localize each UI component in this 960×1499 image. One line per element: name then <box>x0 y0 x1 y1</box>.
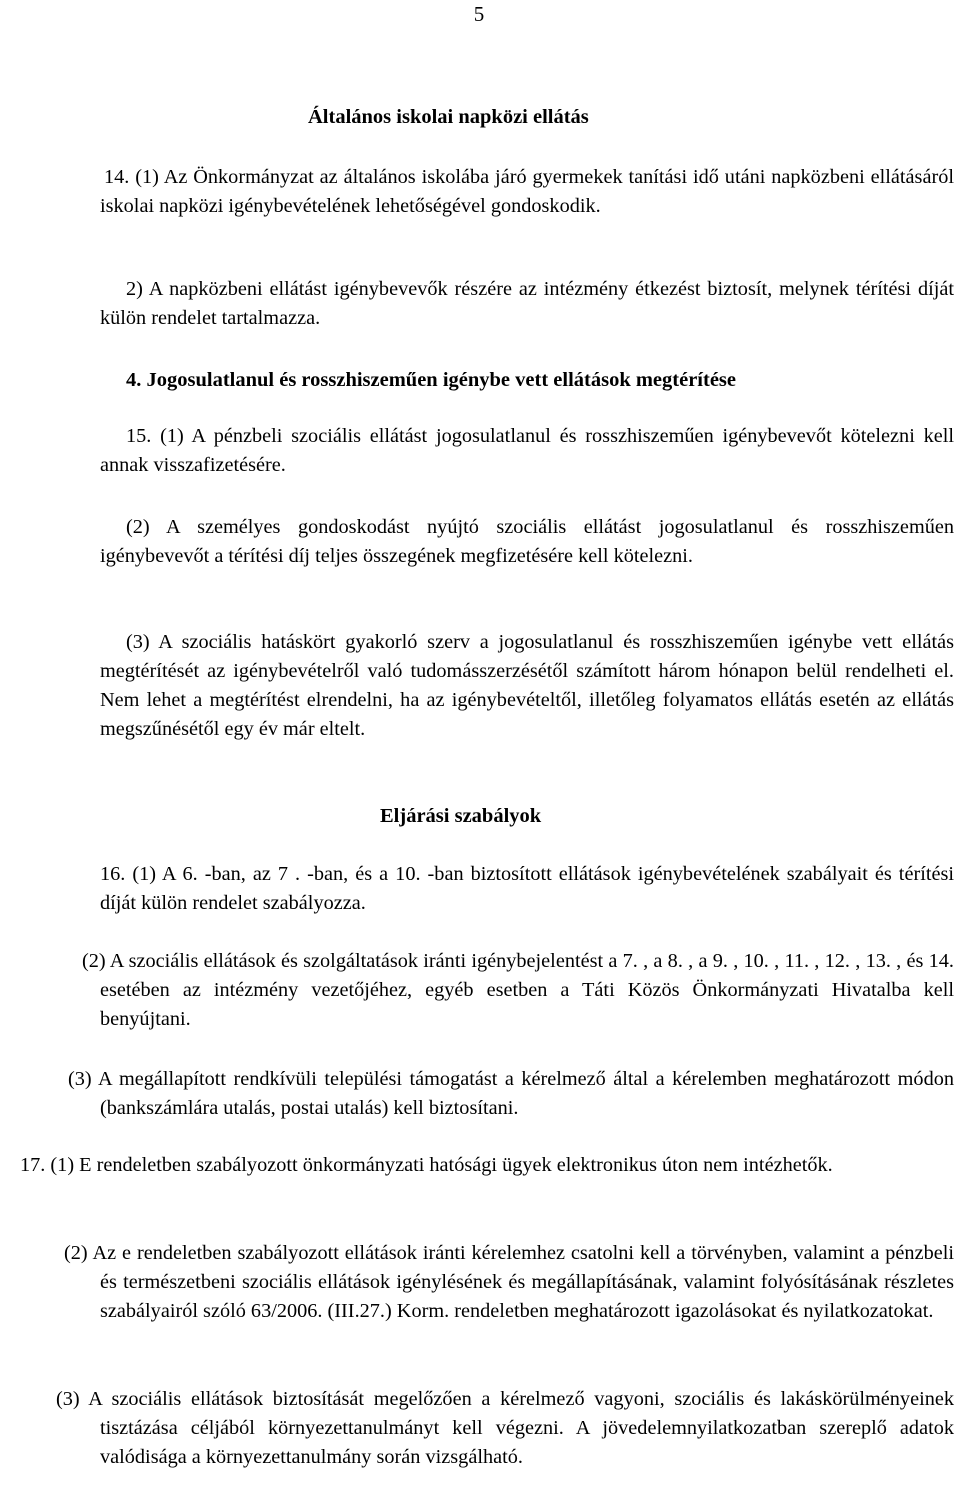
paragraph-14-1: 14. (1) Az Önkormányzat az általános iskolába járó gyermekek tanítási idő utáni napközbeni ellátásáról iskolai napközi igénybevételének lehetőségével gondoskodik. <box>100 166 954 217</box>
section-heading-4: 4. Jogosulatlanul és rosszhiszeműen igénybe vett ellátások megtérítése <box>126 369 736 391</box>
paragraph-16-2: (2) A szociális ellátások és szolgáltatások iránti igénybejelentést a 7. , a 8. , a 9. , 10. , 11. , 12. , 13. , és 14. esetében az intézmény vezetőjéhez, egyéb esetben a Táti Közös Önkormányzati Hivatalba kell benyújtani. <box>82 950 954 1030</box>
paragraph-17-1: 17. (1) E rendeletben szabályozott önkormányzati hatósági ügyek elektronikus úton nem intézhetők. <box>20 1154 833 1176</box>
paragraph-16-3: (3) A megállapított rendkívüli települési támogatást a kérelmező által a kérelemben meghatározott módon (bankszámlára utalás, postai utalás) kell biztosítani. <box>68 1068 954 1119</box>
paragraph-15-1: 15. (1) A pénzbeli szociális ellátást jogosulatlanul és rosszhiszeműen igénybevevőt kötelezni kell annak visszafizetésére. <box>100 425 954 476</box>
page-number: 5 <box>473 2 485 26</box>
paragraph-15-2: (2) A személyes gondoskodást nyújtó szociális ellátást jogosulatlanul és rosszhiszeműen igénybevevőt a térítési díj teljes összegének megfizetésére kell kötelezni. <box>100 516 954 567</box>
paragraph-14-2: 2) A napközbeni ellátást igénybevevők részére az intézmény étkezést biztosít, melynek térítési díját külön rendelet tartalmazza. <box>100 278 954 329</box>
paragraph-15-3: (3) A szociális hatáskört gyakorló szerv a jogosulatlanul és rosszhiszeműen igénybe vett ellátás megtérítését az igénybevételről való tudomásszerzésétől számított három hónapon belül rendelheti el. Nem lehet a megtérítést elrendelni, ha az igénybevételtől, illetőleg folyamatos ellátás esetén az ellátás megszűnésétől egy év már eltelt. <box>100 631 954 740</box>
paragraph-16-1: 16. (1) A 6. -ban, az 7 . -ban, és a 10. -ban biztosított ellátások igénybevételének szabályait és térítési díját külön rendelet szabályozza. <box>100 863 954 914</box>
section-heading-napkozi: Általános iskolai napközi ellátás <box>308 106 589 128</box>
paragraph-17-3: (3) A szociális ellátások biztosítását megelőzően a kérelmező vagyoni, szociális és lakáskörülményeinek tisztázása céljából környezettanulmányt kell végezni. A jövedelemnyilatkozatban szereplő adatok valódisága a környezettanulmány során vizsgálható. <box>56 1388 954 1468</box>
paragraph-17-2: (2) Az e rendeletben szabályozott ellátások iránti kérelemhez csatolni kell a törvényben, valamint a pénzbeli és természetbeni szociális ellátások igénylésének és megállapításának, valamint folyósításának részletes szabályairól szóló 63/2006. (III.27.) Korm. rendeletben meghatározott igazolásokat és nyilatkozatokat. <box>64 1242 954 1322</box>
section-heading-eljaras: Eljárási szabályok <box>380 805 542 827</box>
